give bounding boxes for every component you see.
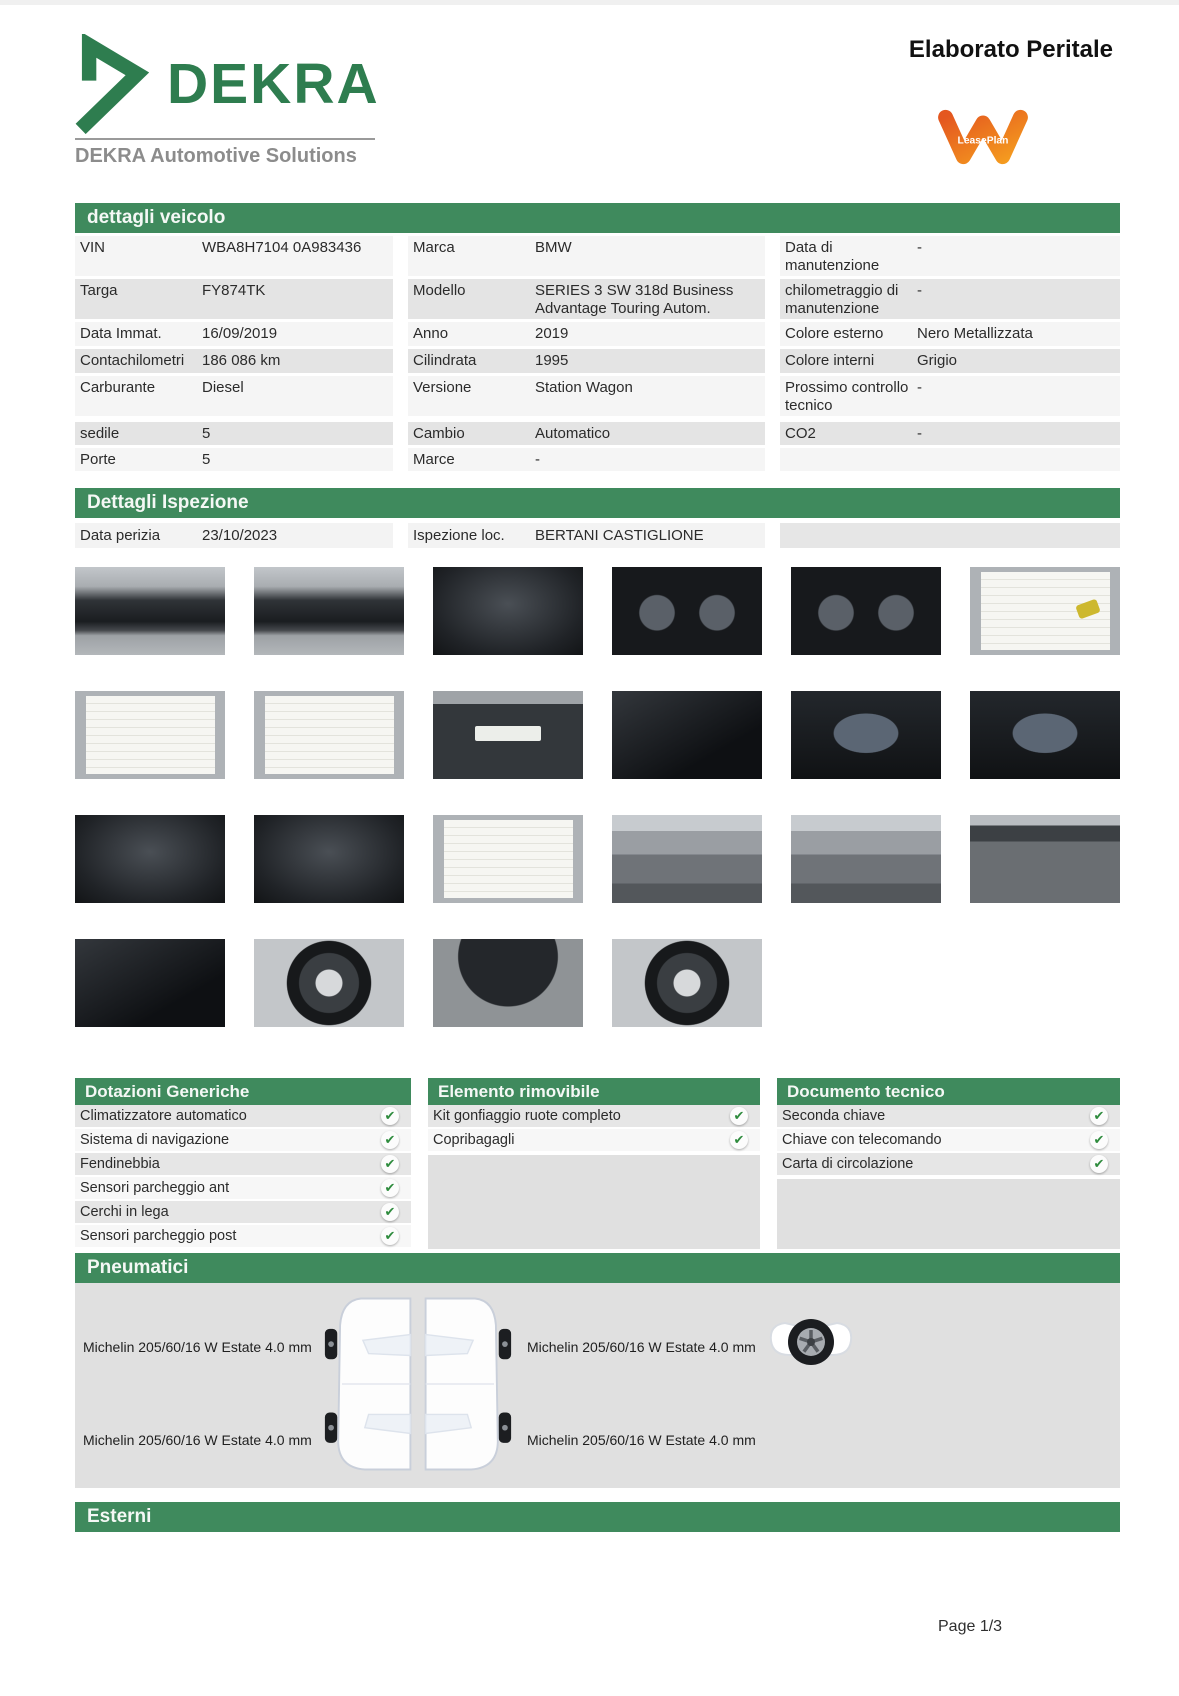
inspection-row	[75, 523, 1120, 548]
photo-description	[791, 567, 792, 568]
check-icon	[1090, 1131, 1108, 1149]
field-row	[780, 236, 1120, 276]
section-elemento-rimovibile	[428, 1078, 760, 1249]
field-label: Carburante	[80, 379, 156, 396]
photo-description	[612, 691, 613, 692]
vehicle-column-2	[408, 236, 765, 474]
photo-description	[970, 567, 971, 568]
photo-description	[75, 691, 76, 692]
field-value: FY874TK	[202, 282, 266, 299]
inspection-photos-grid	[75, 567, 1120, 1027]
inspection-details-section	[75, 488, 1120, 548]
field-row	[75, 322, 393, 346]
vehicle-column-3	[780, 236, 1120, 474]
field-row	[75, 236, 393, 276]
field-value: Grigio	[917, 352, 958, 369]
photo-description	[791, 815, 792, 816]
field-value: Diesel	[202, 379, 244, 396]
tyres-section-header: Pneumatici	[75, 1253, 1120, 1283]
vehicle-photo	[612, 815, 762, 903]
section-filler	[777, 1179, 1120, 1249]
vehicle-photo	[970, 691, 1120, 779]
field-row	[408, 322, 765, 346]
page-number: Page 1/3	[938, 1618, 1003, 1635]
photo-description	[75, 939, 76, 940]
photo-description	[254, 567, 255, 568]
field-label: VIN	[80, 239, 106, 256]
tyres-section	[75, 1253, 1120, 1488]
field-value: 2019	[535, 325, 569, 342]
field-row	[780, 279, 1120, 319]
brand-name: DEKRA	[167, 52, 380, 116]
field-value: -	[535, 451, 540, 468]
photo-description	[254, 939, 255, 940]
equipment-item-label: Fendinebbia	[80, 1156, 160, 1172]
field-label: Prossimo controllo tecnico	[785, 379, 909, 415]
field-row	[75, 422, 393, 445]
check-icon	[381, 1155, 399, 1173]
field-row	[75, 376, 393, 416]
equipment-item-label: Sensori parcheggio ant	[80, 1180, 230, 1196]
equipment-item-label: Copribagagli	[433, 1132, 515, 1148]
field-row	[75, 279, 393, 319]
spare-wheel-icon	[765, 1315, 857, 1371]
field-label: Cilindrata	[413, 352, 477, 369]
vehicle-photo	[254, 939, 404, 1027]
field-label	[785, 451, 917, 471]
vehicle-photo	[254, 691, 404, 779]
check-icon	[381, 1131, 399, 1149]
field-value: -	[917, 282, 922, 299]
equipment-item	[75, 1225, 411, 1247]
field-row	[780, 322, 1120, 346]
field-row	[408, 376, 765, 416]
equipment-section-header: Elemento rimovibile	[428, 1078, 760, 1105]
photo-description	[612, 815, 613, 816]
field-label: Modello	[413, 282, 466, 299]
equipment-item-label: Sistema di navigazione	[80, 1132, 230, 1148]
equipment-section-header: Dotazioni Generiche	[75, 1078, 411, 1105]
equipment-item	[777, 1105, 1120, 1127]
photo-description	[433, 691, 434, 692]
photo-description	[75, 815, 76, 816]
vehicle-photo	[791, 567, 941, 655]
vehicle-photo	[254, 567, 404, 655]
equipment-list	[777, 1105, 1120, 1177]
vehicle-photo	[612, 691, 762, 779]
inspection-date-cell	[75, 523, 393, 548]
vehicle-details-section	[75, 203, 1120, 474]
check-icon	[381, 1179, 399, 1197]
field-row	[780, 422, 1120, 445]
equipment-item-label: Cerchi in lega	[80, 1204, 169, 1220]
field-value: 186 086 km	[202, 352, 281, 369]
check-icon	[381, 1227, 399, 1245]
field-label: Data perizia	[80, 527, 161, 544]
field-value: 5	[202, 451, 211, 468]
field-label: CO2	[785, 425, 816, 442]
photo-description	[433, 939, 434, 940]
photo-description	[433, 815, 434, 816]
document-title: Elaborato Peritale	[908, 36, 1113, 63]
field-value: BMW	[535, 239, 572, 256]
field-row	[408, 279, 765, 319]
photo-description	[254, 815, 255, 816]
equipment-item-label: Carta di circolazione	[782, 1156, 914, 1172]
field-value: Station Wagon	[535, 379, 633, 396]
field-label: Targa	[80, 282, 118, 299]
field-label: Versione	[413, 379, 472, 396]
dekra-logo	[75, 34, 387, 168]
car-top-view-diagram	[323, 1291, 513, 1477]
tyre-front-right-label: Michelin 205/60/16 W Estate 4.0 mm	[527, 1339, 756, 1355]
field-value: -	[917, 239, 922, 256]
field-row	[780, 349, 1120, 373]
vehicle-photo	[791, 815, 941, 903]
field-label: Porte	[80, 451, 116, 468]
dekra-arrow-icon	[75, 34, 149, 134]
field-row	[408, 349, 765, 373]
field-value: BERTANI CASTIGLIONE	[535, 527, 704, 544]
vehicle-table	[75, 236, 1120, 474]
equipment-item-label: Climatizzatore automatico	[80, 1108, 247, 1124]
vehicle-photo	[75, 691, 225, 779]
field-row	[408, 236, 765, 276]
inspection-empty-cell	[780, 523, 1120, 548]
equipment-item	[428, 1129, 760, 1151]
field-label: Contachilometri	[80, 352, 185, 369]
check-icon	[1090, 1107, 1108, 1125]
field-value: 23/10/2023	[202, 527, 278, 544]
tyre-rear-right-label: Michelin 205/60/16 W Estate 4.0 mm	[527, 1432, 756, 1448]
photo-description	[970, 691, 971, 692]
field-value: Automatico	[535, 425, 611, 442]
vehicle-column-1	[75, 236, 393, 474]
exterior-section	[75, 1502, 1120, 1532]
check-icon	[381, 1203, 399, 1221]
photo-description	[970, 815, 971, 816]
field-value: -	[917, 379, 922, 396]
field-value: 1995	[535, 352, 569, 369]
equipment-item	[428, 1105, 760, 1127]
field-label: Colore esterno	[785, 325, 884, 342]
inspection-location-cell	[408, 523, 765, 548]
vehicle-photo	[75, 567, 225, 655]
check-icon	[381, 1107, 399, 1125]
brand-divider	[75, 138, 375, 140]
vehicle-photo	[433, 939, 583, 1027]
photo-description	[433, 567, 434, 568]
tyre-rear-left-label: Michelin 205/60/16 W Estate 4.0 mm	[83, 1432, 312, 1448]
vehicle-photo	[612, 939, 762, 1027]
vehicle-section-header: dettagli veicolo	[75, 203, 1120, 233]
equipment-item	[75, 1105, 411, 1127]
field-value	[917, 451, 1116, 471]
tyre-front-left-label: Michelin 205/60/16 W Estate 4.0 mm	[83, 1339, 312, 1355]
field-value: Nero Metallizzata	[917, 325, 1033, 342]
field-label: Ispezione loc.	[413, 527, 505, 544]
field-label: Colore interni	[785, 352, 875, 369]
vehicle-photo	[433, 691, 583, 779]
equipment-item	[75, 1201, 411, 1223]
field-label: Anno	[413, 325, 449, 342]
field-label: sedile	[80, 425, 120, 442]
field-label: Cambio	[413, 425, 465, 442]
vehicle-photo	[433, 567, 583, 655]
inspection-section-header: Dettagli Ispezione	[75, 488, 1120, 518]
section-filler	[428, 1155, 760, 1249]
field-label: Data Immat.	[80, 325, 162, 342]
vehicle-photo	[970, 567, 1120, 655]
field-row	[780, 448, 1120, 471]
equipment-list	[75, 1105, 411, 1249]
vehicle-photo	[612, 567, 762, 655]
vehicle-photo	[75, 815, 225, 903]
equipment-item	[75, 1177, 411, 1199]
field-value: WBA8H7104 0A983436	[202, 239, 362, 256]
vehicle-photo	[970, 815, 1120, 903]
field-value: 16/09/2019	[202, 325, 278, 342]
equipment-item-label: Chiave con telecomando	[782, 1132, 942, 1148]
field-label: Marce	[413, 451, 455, 468]
top-divider	[0, 0, 1179, 5]
vehicle-photo	[433, 815, 583, 903]
equipment-item-label: Sensori parcheggio post	[80, 1228, 237, 1244]
photo-description	[254, 691, 255, 692]
vehicle-photo	[254, 815, 404, 903]
exterior-section-header: Esterni	[75, 1502, 1120, 1532]
check-icon	[730, 1107, 748, 1125]
field-value: SERIES 3 SW 318d Business Advantage Touring Autom.	[535, 282, 734, 318]
check-icon	[730, 1131, 748, 1149]
equipment-sections	[75, 1078, 1120, 1249]
vehicle-photo	[791, 691, 941, 779]
equipment-item	[75, 1129, 411, 1151]
section-dotazioni-generiche	[75, 1078, 411, 1249]
brand-tagline: DEKRA Automotive Solutions	[75, 145, 357, 167]
field-row	[408, 448, 765, 471]
field-label: Data di manutenzione	[785, 239, 880, 275]
vehicle-photo	[75, 939, 225, 1027]
section-documento-tecnico	[777, 1078, 1120, 1249]
equipment-item-label: Seconda chiave	[782, 1108, 886, 1124]
equipment-list	[428, 1105, 760, 1153]
photo-description	[75, 567, 76, 568]
equipment-item	[777, 1129, 1120, 1151]
field-row	[75, 448, 393, 471]
tyres-diagram-area	[75, 1283, 1120, 1488]
photo-description	[612, 567, 613, 568]
photo-description	[791, 691, 792, 692]
equipment-item	[75, 1153, 411, 1175]
field-row	[408, 422, 765, 445]
equipment-item-label: Kit gonfiaggio ruote completo	[433, 1108, 621, 1124]
equipment-section-header: Documento tecnico	[777, 1078, 1120, 1105]
dekra-logo-row	[75, 34, 387, 134]
equipment-item	[777, 1153, 1120, 1175]
field-label: chilometraggio di manutenzione	[785, 282, 899, 318]
photo-description	[612, 939, 613, 940]
check-icon	[1090, 1155, 1108, 1173]
leaseplan-logo	[933, 108, 1033, 166]
field-value: 5	[202, 425, 211, 442]
field-value: -	[917, 425, 922, 442]
leaseplan-wordmark: LeasePlan	[957, 135, 1009, 147]
field-row	[780, 376, 1120, 416]
field-label: Marca	[413, 239, 455, 256]
field-row	[75, 349, 393, 373]
